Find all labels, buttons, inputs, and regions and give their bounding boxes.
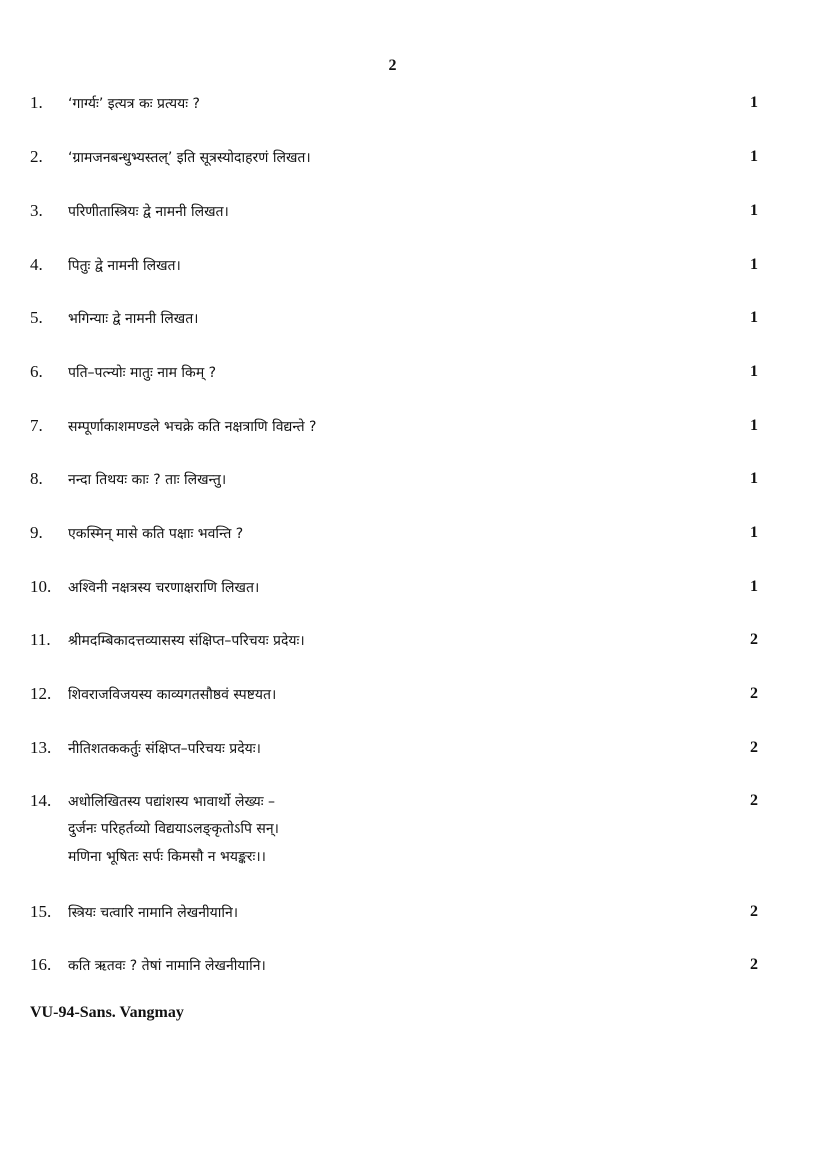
question-marks: 1 [750,470,758,487]
question-marks: 2 [750,792,758,809]
question-number: 5. [30,308,43,327]
question-text: श्रीमदम्बिकादत्तव्यासस्य संक्षिप्त–परिचयः प्रदेयः। [68,633,305,649]
question-marks: 2 [750,685,758,702]
question-row [0,254,827,278]
question-row [0,522,827,546]
question-text: सम्पूर्णाकाशमण्डले भचक्रे कति नक्षत्राणि विद्यन्ते ? [68,419,317,435]
question-text: शिवराजविजयस्य काव्यगतसौष्ठवं स्पष्टयत। [68,687,277,703]
question-number: 12. [30,684,52,703]
question-number: 14. [30,791,52,810]
question-row [0,92,827,116]
question-row [0,576,827,600]
question-number: 9. [30,523,43,542]
question-row [0,737,827,761]
question-marks: 2 [750,956,758,973]
question-text: पति–पत्न्योः मातुः नाम किम् ? [68,365,217,381]
question-text: स्त्रियः चत्वारि नामानि लेखनीयानि। [68,905,239,921]
question-number: 7. [30,416,43,435]
question-number: 4. [30,255,43,274]
question-row [0,468,827,492]
question-marks: 1 [750,256,758,273]
question-marks: 1 [750,363,758,380]
question-marks: 1 [750,417,758,434]
page-number: 2 [388,57,397,74]
question-marks: 2 [750,739,758,756]
question-row [0,683,827,707]
question-row [0,415,827,439]
question-marks: 1 [750,94,758,111]
question-number: 11. [30,630,51,649]
question-row [0,307,827,331]
question-number: 3. [30,201,43,220]
question-text: अश्विनी नक्षत्रस्य चरणाक्षराणि लिखत। [68,580,260,596]
question-row [0,146,827,170]
question-row [0,790,827,814]
question-number: 15. [30,902,52,921]
question-text: पितुः द्वे नामनी लिखत। [68,258,181,274]
question-text: नन्दा तिथयः काः ? ताः लिखन्तु। [68,472,227,488]
question-marks: 1 [750,524,758,541]
question-number: 2. [30,147,43,166]
question-row [0,901,827,925]
question-row [0,361,827,385]
question-row [0,200,827,224]
question-text: परिणीतास्त्रियः द्वे नामनी लिखत। [68,204,229,220]
question-number: 13. [30,738,52,757]
question-number: 8. [30,469,43,488]
verse-line: मणिना भूषितः सर्पः किमसौ न भयङ्करः।। [68,849,266,865]
question-marks: 1 [750,148,758,165]
question-text: ‘ग्रामजनबन्धुभ्यस्तल्’ इति सूत्रस्योदाहरणं लिखत। [68,150,311,166]
verse-line: दुर्जनः परिहर्तव्यो विद्ययाऽलङ्कृतोऽपि सन्। [68,821,279,837]
question-text: ‘गार्ग्यः’ इत्यत्र कः प्रत्ययः ? [68,96,200,112]
question-number: 6. [30,362,43,381]
question-row [0,629,827,653]
question-marks: 2 [750,631,758,648]
question-marks: 2 [750,903,758,920]
question-number: 16. [30,955,52,974]
question-marks: 1 [750,309,758,326]
question-row [0,954,827,978]
question-number: 10. [30,577,52,596]
question-text: एकस्मिन् मासे कति पक्षाः भवन्ति ? [68,526,244,542]
question-text: अधोलिखितस्य पद्यांशस्य भावार्थो लेख्यः – [68,794,276,810]
question-text: भगिन्याः द्वे नामनी लिखत। [68,311,199,327]
question-marks: 1 [750,578,758,595]
question-number: 1. [30,93,43,112]
question-text: नीतिशतककर्तुः संक्षिप्त–परिचयः प्रदेयः। [68,741,261,757]
question-text: कति ऋतवः ? तेषां नामानि लेखनीयानि। [68,958,266,974]
footer-code: VU-94-Sans. Vangmay [30,1004,184,1021]
question-marks: 1 [750,202,758,219]
